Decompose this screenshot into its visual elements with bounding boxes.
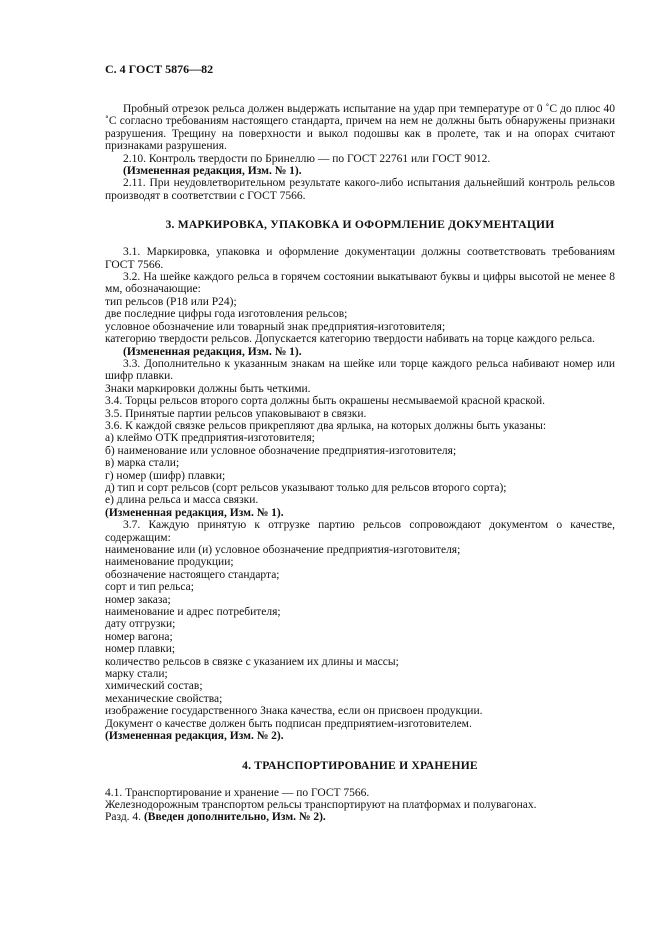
running-header: С. 4 ГОСТ 5876—82: [105, 62, 214, 76]
paragraph: химический состав;: [105, 680, 203, 693]
paragraph: наименование и адрес потребителя;: [105, 606, 281, 619]
paragraph: 4.1. Транспортирование и хранение — по ГОСТ 7566.: [105, 786, 370, 799]
paragraph: (Измененная редакция, Изм. № 1).: [123, 165, 302, 178]
razd-prefix: Разд. 4.: [105, 811, 142, 824]
paragraph: Железнодорожным транспортом рельсы транспортируют на платформах и полувагонах.: [105, 798, 537, 811]
paragraph: 3.3. Дополнительно к указанным знакам на шейке или торце каждого рельса набивают номер или шифр плавки.: [105, 357, 615, 383]
paragraph: 3.1. Маркировка, упаковка и оформление документации должны соответствовать требованиям ГОСТ 7566.: [105, 246, 615, 271]
paragraph: наименование продукции;: [105, 556, 234, 569]
paragraph: 2.10. Контроль твердости по Бринеллю — по ГОСТ 22761 или ГОСТ 9012.: [123, 152, 491, 165]
paragraph: Документ о качестве должен быть подписан предприятием-изготовителем.: [105, 717, 472, 730]
paragraph: дату отгрузки;: [105, 618, 176, 631]
heading-section-3: 3. МАРКИРОВКА, УПАКОВКА И ОФОРМЛЕНИЕ ДОКУМЕНТАЦИИ: [165, 218, 555, 232]
paragraph: Пробный отрезок рельса должен выдержать испытание на удар при температуре от 0 ˚С до плюс 40 ˚С согласно требованиям настоящего стандарта, причем на нем не должны быть обнаружены признаки разрушения. Трещину на поверхности и выкол подошвы как в пролете, так и на опорах считают признаками разрушения.: [105, 103, 615, 153]
paragraph: наименование или (и) условное обозначение предприятия-изготовителя;: [105, 544, 461, 556]
paragraph: изображение государственного Знака качества, если он присвоен продукции.: [105, 705, 483, 718]
paragraph: 3.7. Каждую принятую к отгрузке партию рельсов сопровождают документом о качестве, содержащим:: [105, 519, 615, 544]
paragraph: механические свойства;: [105, 692, 223, 705]
paragraph: марку стали;: [105, 668, 168, 681]
paragraph: категорию твердости рельсов. Допускается категорию твердости набивать на торце каждого рельса.: [105, 333, 595, 346]
paragraph: 2.11. При неудовлетворительном результате какого-либо испытания дальнейший контроль рельсов производят в соответствии с ГОСТ 7566.: [105, 177, 615, 202]
paragraph: 3.5. Принятые партии рельсов упаковывают в связки.: [105, 407, 367, 420]
paragraph: номер заказа;: [105, 593, 171, 606]
paragraph: тип рельсов (Р18 или Р24);: [105, 295, 237, 308]
paragraph: 3.6. К каждой связке рельсов прикрепляют два ярлыка, на которых должны быть указаны:: [105, 419, 547, 432]
razd-note-text: (Введен дополнительно, Изм. № 2).: [143, 811, 326, 824]
paragraph: две последние цифры года изготовления рельсов;: [105, 308, 348, 321]
paragraph: г) номер (шифр) плавки;: [105, 469, 226, 482]
paragraph: Знаки маркировки должны быть четкими.: [105, 382, 311, 395]
paragraph: (Измененная редакция, Изм. № 2).: [105, 730, 284, 743]
paragraph: условное обозначение или товарный знак предприятия-изготовителя;: [105, 320, 446, 333]
razd-note: [105, 811, 615, 823]
paragraph: (Измененная редакция, Изм. № 1).: [123, 345, 302, 358]
paragraph: обозначение настоящего стандарта;: [105, 568, 280, 581]
paragraph: в) марка стали;: [105, 457, 180, 470]
paragraph: 3.2. На шейке каждого рельса в горячем состоянии выкатывают буквы и цифры высотой не менее 8 мм, обозначающие:: [105, 271, 615, 296]
paragraph: д) тип и сорт рельсов (сорт рельсов указывают только для рельсов второго сорта);: [105, 481, 507, 494]
paragraph: сорт и тип рельса;: [105, 581, 194, 594]
paragraph: (Измененная редакция, Изм. № 1).: [105, 506, 284, 519]
paragraph: номер плавки;: [105, 643, 176, 656]
section-2-continuation: [105, 103, 615, 202]
paragraph: номер вагона;: [105, 630, 173, 643]
section-3-body: [105, 246, 615, 742]
section-4-body: [105, 787, 615, 812]
paragraph: количество рельсов в связке с указанием их длины и массы;: [105, 655, 399, 668]
paragraph: е) длина рельса и масса связки.: [105, 494, 259, 507]
paragraph: а) клеймо ОТК предприятия-изготовителя;: [105, 432, 315, 445]
document-page: [105, 62, 615, 824]
paragraph: 3.4. Торцы рельсов второго сорта должны быть окрашены несмываемой красной краской.: [105, 395, 545, 408]
paragraph: б) наименование или условное обозначение предприятия-изготовителя;: [105, 444, 457, 457]
heading-section-4: 4. ТРАНСПОРТИРОВАНИЕ И ХРАНЕНИЕ: [242, 758, 478, 772]
